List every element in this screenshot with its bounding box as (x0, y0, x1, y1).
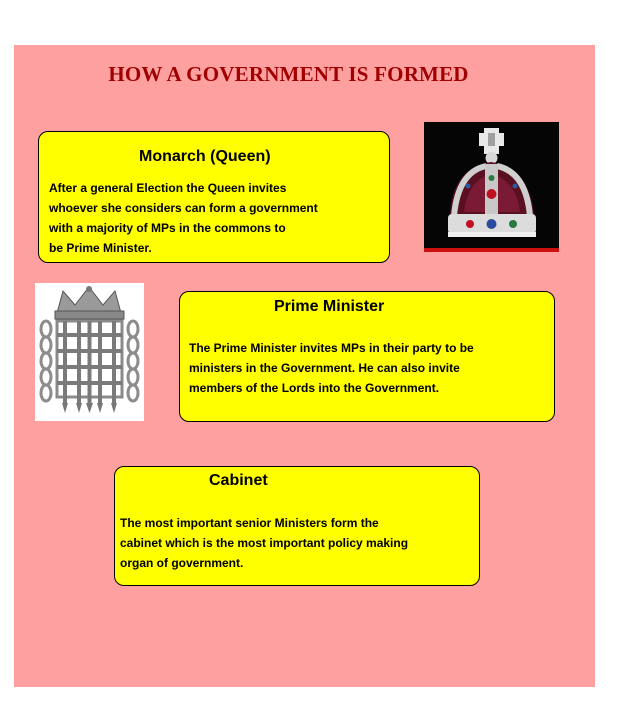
page-title: HOW A GOVERNMENT IS FORMED (108, 62, 469, 86)
portcullis-icon (35, 283, 144, 421)
crown-image (424, 122, 559, 252)
monarch-heading: Monarch (Queen) (139, 148, 271, 165)
cabinet-text: The most important senior Ministers form the cabinet which is the most important policy making organ of government. (120, 516, 409, 570)
prime-minister-text: The Prime Minister invites MPs in their party to be ministers in the Government. He can also invite members of the Lords into the Government. (189, 341, 474, 395)
monarch-text: After a general Election the Queen invites whoever she considers can form a government with a majority of MPs in the commons to be Prime Minister. (49, 181, 318, 255)
prime-minister-heading: Prime Minister (274, 298, 385, 315)
cabinet-heading: Cabinet (209, 472, 268, 489)
cabinet-box (114, 466, 480, 586)
portcullis-image (35, 283, 144, 421)
crown-icon (424, 122, 559, 252)
prime-minister-box (179, 291, 555, 422)
monarch-box (38, 131, 390, 263)
